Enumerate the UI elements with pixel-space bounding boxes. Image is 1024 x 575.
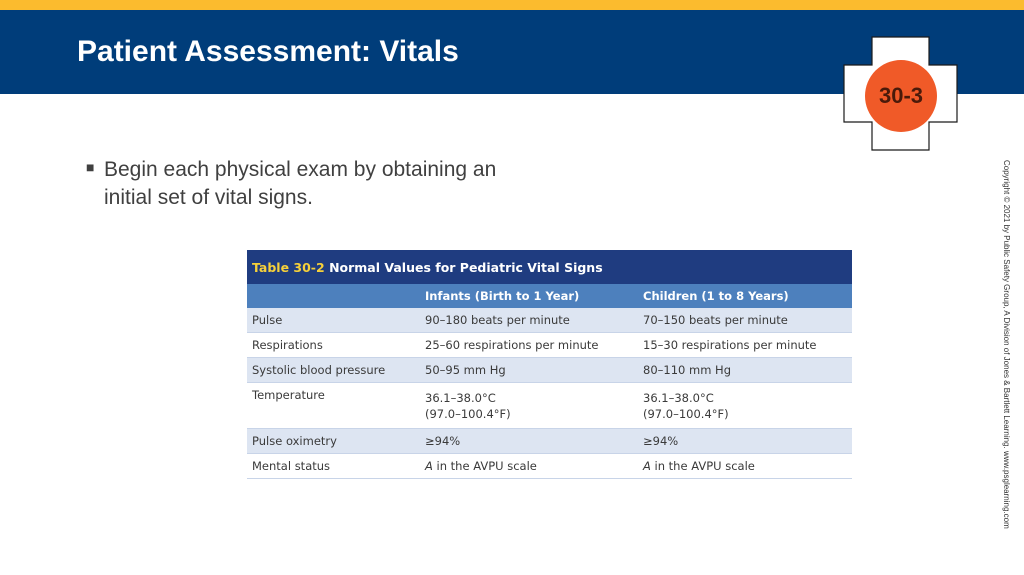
table-caption <box>247 250 852 284</box>
column-header-blank <box>247 284 420 308</box>
row-label: Temperature <box>247 383 420 429</box>
top-accent-stripe <box>0 0 1024 10</box>
children-value <box>638 454 852 479</box>
slide-title: Patient Assessment: Vitals <box>77 35 459 68</box>
table-row <box>247 429 852 454</box>
infants-value: 25–60 respirations per minute <box>420 333 638 358</box>
column-header-infants: Infants (Birth to 1 Year) <box>420 284 638 308</box>
bullet-item <box>86 156 506 212</box>
infants-scale-letter: A <box>425 459 433 473</box>
row-label: Mental status <box>247 454 420 479</box>
children-celsius: 36.1–38.0°C <box>643 390 714 405</box>
infants-value: 50–95 mm Hg <box>420 358 638 383</box>
bullet-text: Begin each physical exam by obtaining an initial set of vital signs. <box>104 158 497 209</box>
row-label: Pulse oximetry <box>247 429 420 454</box>
children-value <box>638 383 852 429</box>
infants-celsius: 36.1–38.0°C <box>425 390 496 405</box>
table-row <box>247 333 852 358</box>
infants-scale-text: in the AVPU scale <box>432 459 537 473</box>
row-label: Respirations <box>247 333 420 358</box>
copyright-text: Copyright © 2021 by Public Safety Group, A Division of Jones & Bartlett Learning. www.psglearning.com <box>1002 160 1011 529</box>
pediatric-vitals-table <box>247 250 852 479</box>
infants-value: ≥94% <box>420 429 638 454</box>
table-title: Normal Values for Pediatric Vital Signs <box>329 259 603 275</box>
table-row <box>247 308 852 333</box>
bullet-list <box>86 156 506 212</box>
children-scale-letter: A <box>643 459 651 473</box>
infants-value <box>420 454 638 479</box>
children-fahrenheit: (97.0–100.4°F) <box>643 406 729 421</box>
table-row <box>247 383 852 429</box>
children-scale-text: in the AVPU scale <box>650 459 755 473</box>
infants-value: 90–180 beats per minute <box>420 308 638 333</box>
column-header-children: Children (1 to 8 Years) <box>638 284 852 308</box>
row-label: Systolic blood pressure <box>247 358 420 383</box>
infants-value <box>420 383 638 429</box>
section-number: 30-3 <box>878 83 924 108</box>
table-row <box>247 358 852 383</box>
children-value: 70–150 beats per minute <box>638 308 852 333</box>
infants-fahrenheit: (97.0–100.4°F) <box>425 406 511 421</box>
children-value: ≥94% <box>638 429 852 454</box>
column-header-row <box>247 284 852 308</box>
table-row <box>247 454 852 479</box>
table-number: Table 30-2 <box>252 259 325 275</box>
row-label: Pulse <box>247 308 420 333</box>
square-bullet-icon: ■ <box>86 159 95 175</box>
children-value: 15–30 respirations per minute <box>638 333 852 358</box>
children-value: 80–110 mm Hg <box>638 358 852 383</box>
